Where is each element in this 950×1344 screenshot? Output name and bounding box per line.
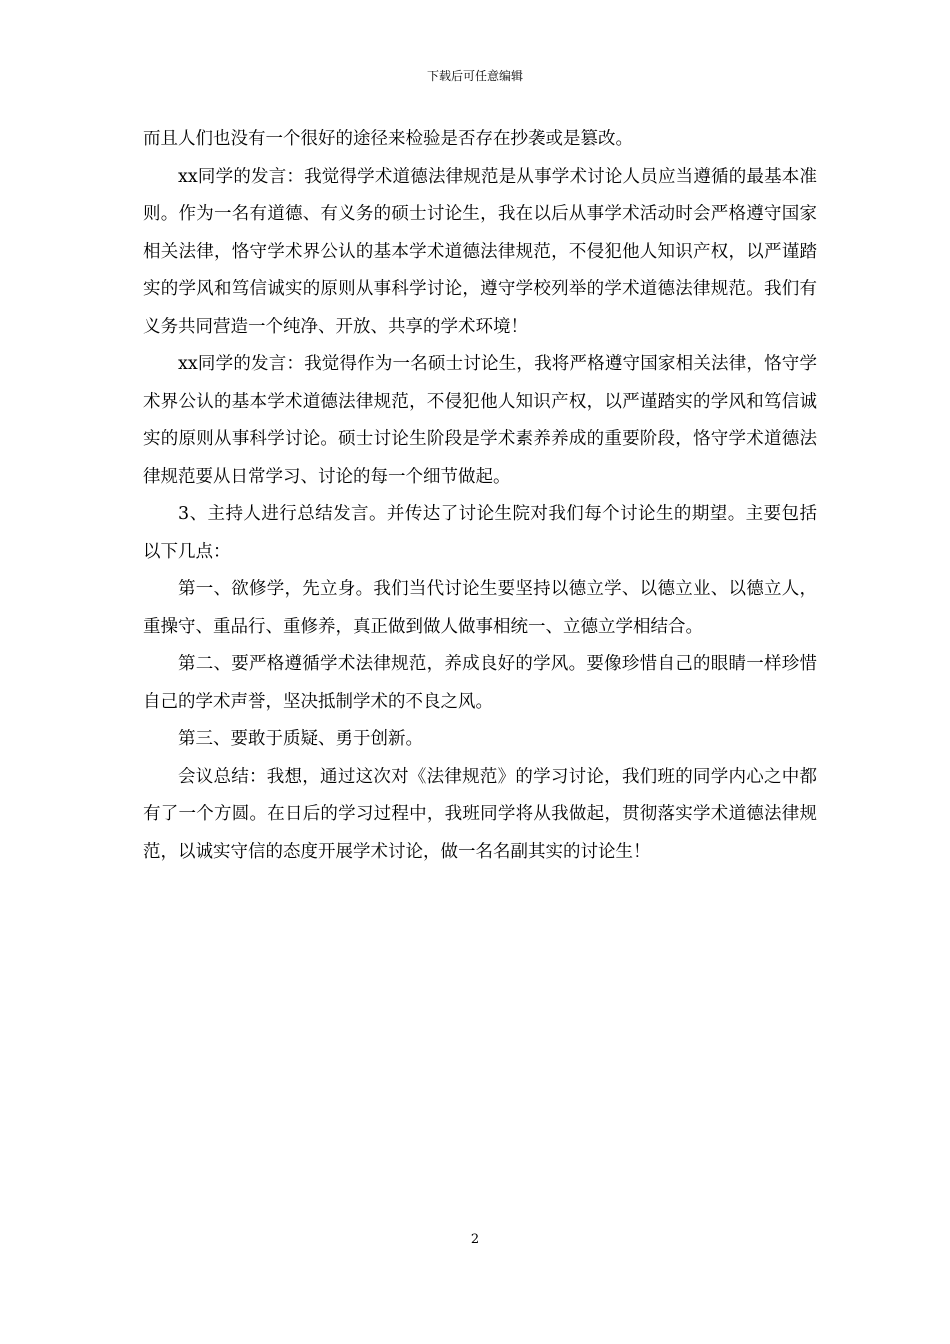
paragraph: xx同学的发言：我觉得学术道德法律规范是从事学术讨论人员应当遵循的最基本准则。作为一名有道德、有义务的硕士讨论生，我在以后从事学术活动时会严格遵守国家相关法律，恪守学术界公认的基本学术道德法律规范，不侵犯他人知识产权，以严谨踏实的学风和笃信诚实的原则从事科学讨论，遵守学校列举的学术道德法律规范。我们有义务共同营造一个纯净、开放、共享的学术环境！ <box>143 166 817 337</box>
paragraph: 第三、要敢于质疑、勇于创新。 <box>178 729 423 749</box>
paragraph: 而且人们也没有一个很好的途径来检验是否存在抄袭或是篡改。 <box>143 129 633 149</box>
paragraph: 第一、欲修学，先立身。我们当代讨论生要坚持以德立学、以德立业、以德立人，重操守、重品行、重修养，真正做到做人做事相统一、立德立学相结合。 <box>143 579 817 637</box>
paragraph: 会议总结：我想，通过这次对《法律规范》的学习讨论，我们班的同学内心之中都有了一个方圆。在日后的学习过程中，我班同学将从我做起，贯彻落实学术道德法律规范，以诚实守信的态度开展学术讨论，做一名名副其实的讨论生！ <box>143 766 817 862</box>
paragraph: 第二、要严格遵循学术法律规范，养成良好的学风。要像珍惜自己的眼睛一样珍惜自己的学术声誉，坚决抵制学术的不良之风。 <box>143 654 817 712</box>
paragraph: 3、主持人进行总结发言。并传达了讨论生院对我们每个讨论生的期望。主要包括以下几点： <box>143 504 817 562</box>
document-body <box>143 121 817 871</box>
page-header: 下载后可任意编辑 <box>426 69 523 83</box>
paragraph: xx同学的发言：我觉得作为一名硕士讨论生，我将严格遵守国家相关法律，恪守学术界公认的基本学术道德法律规范，不侵犯他人知识产权，以严谨踏实的学风和笃信诚实的原则从事科学讨论。硕士讨论生阶段是学术素养养成的重要阶段，恪守学术道德法律规范要从日常学习、讨论的每一个细节做起。 <box>143 354 817 487</box>
page-number: 2 <box>470 1232 480 1247</box>
